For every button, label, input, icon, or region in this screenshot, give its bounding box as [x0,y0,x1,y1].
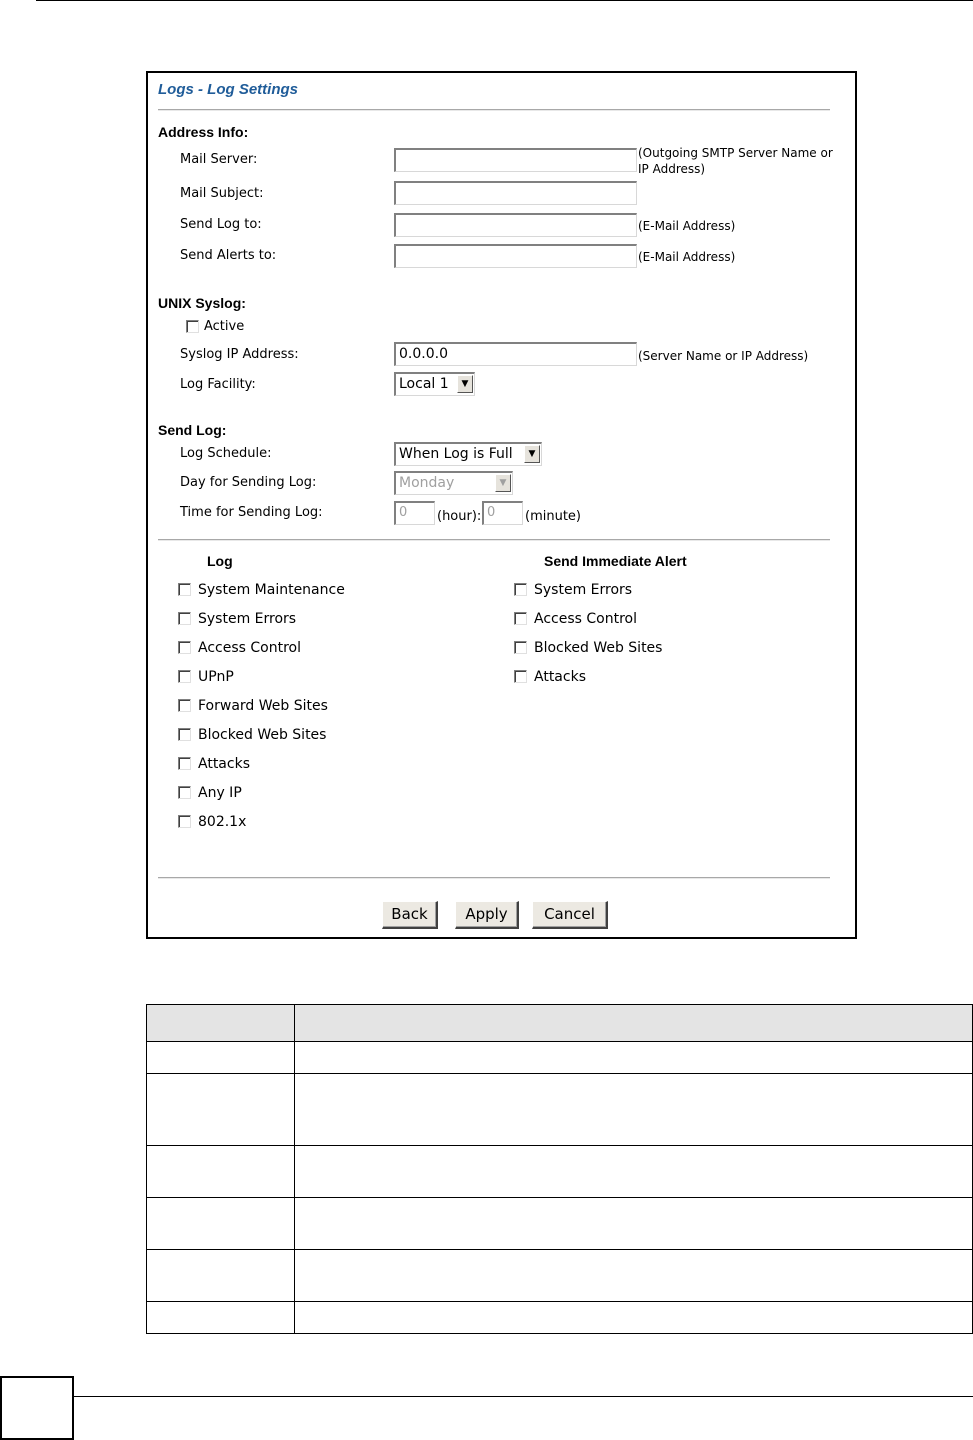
send-log-heading: Send Log: [158,422,227,438]
table-header-row [147,1005,973,1042]
back-button[interactable]: Back [382,901,438,929]
alert-column-heading: Send Immediate Alert [544,553,687,569]
log-item-label: Attacks [198,756,250,772]
syslog-active-label: Active [204,319,245,334]
table-cell [295,1198,973,1250]
table-row [147,1250,973,1302]
field-description-table [146,1004,973,1334]
send-log-to-input[interactable] [394,213,637,237]
footer-rule [74,1396,973,1397]
alert-item-label: Attacks [534,669,586,685]
log-item-label: UPnP [198,669,234,685]
log-item-label: System Errors [198,611,297,627]
log-attacks-checkbox[interactable] [178,757,191,770]
table-row [147,1198,973,1250]
log-8021x-checkbox[interactable] [178,815,191,828]
page-top-rule [36,0,973,1]
log-system-errors-checkbox[interactable] [178,612,191,625]
log-blocked-web-sites-checkbox[interactable] [178,728,191,741]
log-settings-panel [146,71,857,939]
mail-subject-input[interactable] [394,181,637,205]
alert-access-control-checkbox[interactable] [514,612,527,625]
alert-item-label: Blocked Web Sites [534,640,663,656]
mail-server-input[interactable] [394,148,637,172]
hour-input: 0 [394,501,435,525]
send-log-to-note: (E-Mail Address) [638,219,736,233]
log-schedule-select[interactable] [394,442,542,466]
alert-system-errors-checkbox[interactable] [514,583,527,596]
page-number-box [0,1376,74,1440]
address-info-heading: Address Info: [158,124,249,140]
bottom-divider [158,877,830,879]
table-row [147,1074,973,1146]
unix-syslog-heading: UNIX Syslog: [158,295,246,311]
mail-server-note: (Outgoing SMTP Server Name or IP Address) [638,146,833,176]
log-schedule-label: Log Schedule: [180,446,272,461]
log-item-label: Any IP [198,785,242,801]
alert-item-label: System Errors [534,582,633,598]
log-forward-web-sites-checkbox[interactable] [178,699,191,712]
day-for-sending-value: Monday [399,475,455,491]
log-any-ip-checkbox[interactable] [178,786,191,799]
mail-subject-label: Mail Subject: [180,186,264,201]
log-access-control-checkbox[interactable] [178,641,191,654]
send-alerts-to-note: (E-Mail Address) [638,250,736,264]
table-row [147,1146,973,1198]
cancel-button[interactable]: Cancel [532,901,608,929]
table-cell [147,1198,295,1250]
day-for-sending-select [394,471,513,495]
chevron-down-icon[interactable]: ▼ [524,445,540,463]
log-item-label: Blocked Web Sites [198,727,327,743]
table-cell [295,1302,973,1334]
minute-input: 0 [482,501,523,525]
table-cell [147,1074,295,1146]
log-upnp-checkbox[interactable] [178,670,191,683]
syslog-active-checkbox[interactable] [186,320,199,333]
log-facility-value: Local 1 [399,376,449,392]
table-cell [295,1250,973,1302]
log-column-heading: Log [207,553,233,569]
syslog-ip-input[interactable]: 0.0.0.0 [394,342,637,366]
time-for-sending-label: Time for Sending Log: [180,505,323,520]
mail-server-label: Mail Server: [180,152,258,167]
log-facility-label: Log Facility: [180,377,256,392]
send-log-to-label: Send Log to: [180,217,262,232]
table-header-cell [147,1005,295,1042]
table-cell [295,1074,973,1146]
chevron-down-icon[interactable]: ▼ [457,375,473,393]
table-cell [147,1250,295,1302]
apply-button[interactable]: Apply [455,901,519,929]
hour-suffix: (hour): [437,509,482,524]
table-cell [147,1042,295,1074]
day-for-sending-label: Day for Sending Log: [180,475,317,490]
log-facility-select[interactable] [394,372,475,396]
log-system-maintenance-checkbox[interactable] [178,583,191,596]
alert-attacks-checkbox[interactable] [514,670,527,683]
alert-item-label: Access Control [534,611,637,627]
alert-blocked-web-sites-checkbox[interactable] [514,641,527,654]
log-item-label: System Maintenance [198,582,345,598]
table-row [147,1302,973,1334]
log-schedule-value: When Log is Full [399,446,513,462]
table-cell [147,1146,295,1198]
log-item-label: 802.1x [198,814,247,830]
table-cell [295,1042,973,1074]
send-alerts-to-input[interactable] [394,244,637,268]
syslog-ip-note: (Server Name or IP Address) [638,349,809,363]
log-item-label: Access Control [198,640,301,656]
table-header-cell [295,1005,973,1042]
chevron-down-icon: ▼ [495,474,511,492]
table-cell [295,1146,973,1198]
minute-suffix: (minute) [525,509,581,524]
section-divider [158,539,830,541]
syslog-ip-label: Syslog IP Address: [180,347,299,362]
send-alerts-to-label: Send Alerts to: [180,248,277,263]
table-row [147,1042,973,1074]
table-cell [147,1302,295,1334]
log-item-label: Forward Web Sites [198,698,328,714]
page-title: Logs - Log Settings [158,81,298,98]
title-divider [158,109,830,111]
